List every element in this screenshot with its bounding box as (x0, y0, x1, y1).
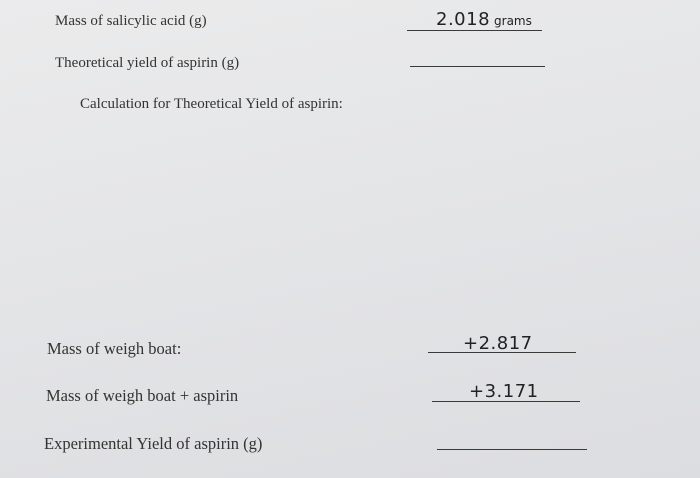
mass-salicylic-acid-value: 2.018 (436, 9, 491, 30)
mass-boat-plus-aspirin-answer-line (432, 401, 580, 402)
mass-salicylic-acid-value-field[interactable] (436, 9, 532, 30)
experimental-yield-answer-line (437, 449, 587, 450)
mass-salicylic-acid-answer-line (407, 30, 542, 31)
mass-weigh-boat-answer-line (428, 352, 576, 353)
mass-boat-plus-aspirin-label: Mass of weigh boat + aspirin (46, 386, 239, 405)
mass-boat-plus-aspirin-value[interactable]: +3.171 (469, 381, 539, 402)
mass-salicylic-acid-units: grams (494, 14, 532, 28)
calculation-heading: Calculation for Theoretical Yield of aspirin: (80, 96, 343, 112)
mass-salicylic-acid-label: Mass of salicylic acid (g) (55, 13, 207, 29)
theoretical-yield-answer-line (410, 66, 545, 67)
mass-weigh-boat-label: Mass of weigh boat: (47, 339, 182, 358)
mass-weigh-boat-value[interactable]: +2.817 (463, 333, 533, 354)
experimental-yield-label: Experimental Yield of aspirin (g) (44, 434, 263, 453)
theoretical-yield-label: Theoretical yield of aspirin (g) (55, 55, 240, 71)
